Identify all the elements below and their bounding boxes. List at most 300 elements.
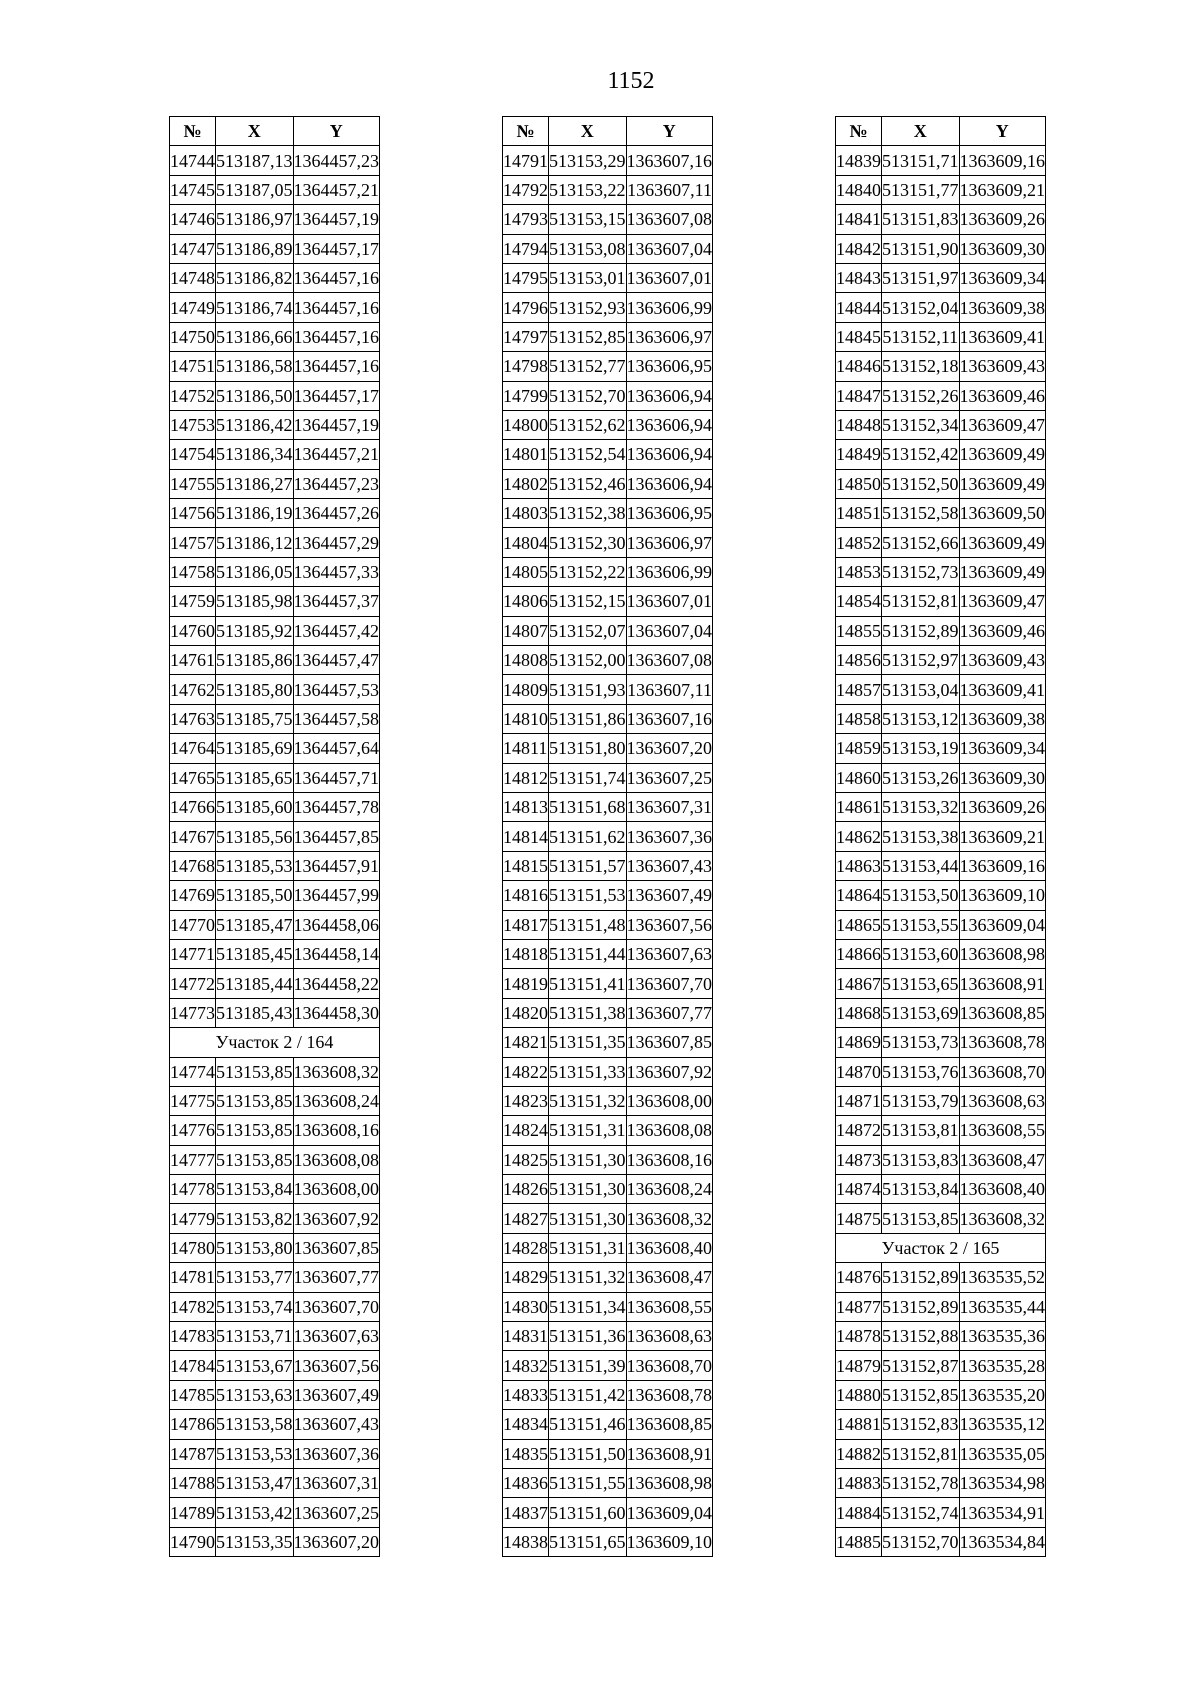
point-number: 14851 [836,499,882,528]
coord-y: 1363608,24 [293,1086,380,1115]
coord-x: 513185,65 [216,763,294,792]
coord-y: 1363609,49 [959,557,1046,586]
coord-x: 513151,44 [549,939,627,968]
coord-y: 1364457,19 [293,410,380,439]
coord-x: 513187,05 [216,175,294,204]
point-number: 14833 [503,1380,549,1409]
point-number: 14872 [836,1116,882,1145]
point-number: 14848 [836,410,882,439]
coord-y: 1363608,55 [959,1116,1046,1145]
coord-x: 513152,30 [549,528,627,557]
table-row [836,851,1046,880]
coord-x: 513151,41 [549,969,627,998]
table-row [836,322,1046,351]
coord-x: 513153,63 [216,1380,294,1409]
coord-y: 1364457,17 [293,381,380,410]
coord-x: 513153,84 [882,1175,960,1204]
coordinate-table [169,116,380,1557]
point-number: 14747 [170,234,216,263]
table-row [170,293,380,322]
coord-y: 1363609,16 [959,851,1046,880]
table-row [836,998,1046,1027]
coord-y: 1363609,10 [959,881,1046,910]
point-number: 14838 [503,1527,549,1556]
point-number: 14852 [836,528,882,557]
coord-y: 1363609,47 [959,410,1046,439]
coord-y: 1363609,04 [626,1498,713,1527]
coord-y: 1363607,77 [626,998,713,1027]
coord-y: 1364457,16 [293,322,380,351]
point-number: 14755 [170,469,216,498]
point-number: 14771 [170,939,216,968]
table-row [170,1086,380,1115]
coord-x: 513186,97 [216,205,294,234]
coord-y: 1364457,21 [293,440,380,469]
coord-y: 1363606,94 [626,410,713,439]
table-row [836,675,1046,704]
page-number: 1152 [607,68,655,94]
coord-y: 1363607,92 [626,1057,713,1086]
point-number: 14803 [503,499,549,528]
coord-y: 1363534,84 [959,1527,1046,1556]
coord-x: 513153,47 [216,1468,294,1497]
point-number: 14845 [836,322,882,351]
table-row [503,881,713,910]
table-row [836,1527,1046,1556]
coord-y: 1363607,36 [293,1439,380,1468]
table-row [503,469,713,498]
point-number: 14745 [170,175,216,204]
coord-x: 513153,53 [216,1439,294,1468]
point-number: 14878 [836,1322,882,1351]
point-number: 14794 [503,234,549,263]
header-y: Y [293,117,380,146]
coord-x: 513186,58 [216,352,294,381]
coord-y: 1364457,58 [293,704,380,733]
coord-y: 1364458,30 [293,998,380,1027]
table-row [170,175,380,204]
coord-x: 513153,26 [882,763,960,792]
table-row [503,1233,713,1262]
coord-y: 1363609,38 [959,704,1046,733]
coord-x: 513151,57 [549,851,627,880]
point-number: 14828 [503,1233,549,1262]
point-number: 14781 [170,1263,216,1292]
point-number: 14749 [170,293,216,322]
coord-y: 1363607,63 [293,1322,380,1351]
table-row [503,763,713,792]
table-row [170,263,380,292]
coord-y: 1363535,12 [959,1410,1046,1439]
coord-x: 513152,83 [882,1410,960,1439]
point-number: 14809 [503,675,549,704]
table-row [170,1439,380,1468]
coord-y: 1363608,63 [626,1322,713,1351]
table-row [170,998,380,1027]
coord-x: 513186,89 [216,234,294,263]
coord-y: 1364457,17 [293,234,380,263]
coord-y: 1363606,95 [626,499,713,528]
table-row [836,1175,1046,1204]
coord-x: 513186,42 [216,410,294,439]
table-row [836,792,1046,821]
point-number: 14805 [503,557,549,586]
point-number: 14810 [503,704,549,733]
table-row [170,792,380,821]
table-row [836,646,1046,675]
coord-x: 513151,31 [549,1233,627,1262]
point-number: 14829 [503,1263,549,1292]
table-row [503,587,713,616]
point-number: 14834 [503,1410,549,1439]
point-number: 14766 [170,792,216,821]
coord-y: 1363608,70 [959,1057,1046,1086]
coord-y: 1363608,55 [626,1292,713,1321]
point-number: 14842 [836,234,882,263]
table-row [836,175,1046,204]
point-number: 14841 [836,205,882,234]
coord-x: 513153,85 [216,1145,294,1174]
point-number: 14819 [503,969,549,998]
coord-y: 1363607,08 [626,205,713,234]
table-row [170,440,380,469]
table-row [503,1175,713,1204]
point-number: 14821 [503,1028,549,1057]
point-number: 14767 [170,822,216,851]
coord-y: 1363607,56 [293,1351,380,1380]
table-row [503,146,713,175]
coord-x: 513151,30 [549,1204,627,1233]
point-number: 14763 [170,704,216,733]
table-row [503,1028,713,1057]
coord-y: 1364457,26 [293,499,380,528]
coord-x: 513153,58 [216,1410,294,1439]
table-row [836,910,1046,939]
point-number: 14786 [170,1410,216,1439]
header-x: X [216,117,294,146]
table-row [836,1057,1046,1086]
coord-x: 513151,83 [882,205,960,234]
point-number: 14756 [170,499,216,528]
coord-y: 1363609,34 [959,263,1046,292]
coord-y: 1364457,53 [293,675,380,704]
point-number: 14785 [170,1380,216,1409]
table-row [170,410,380,439]
coord-y: 1363608,91 [959,969,1046,998]
coord-x: 513151,38 [549,998,627,1027]
point-number: 14799 [503,381,549,410]
coord-x: 513152,66 [882,528,960,557]
point-number: 14823 [503,1086,549,1115]
point-number: 14806 [503,587,549,616]
table-row [170,528,380,557]
coord-x: 513153,29 [549,146,627,175]
table-row [503,205,713,234]
table-row [170,1116,380,1145]
coord-x: 513153,60 [882,939,960,968]
coord-x: 513152,22 [549,557,627,586]
point-number: 14774 [170,1057,216,1086]
point-number: 14816 [503,881,549,910]
coord-y: 1363607,43 [626,851,713,880]
point-number: 14885 [836,1527,882,1556]
table-row [836,1468,1046,1497]
coord-y: 1363606,99 [626,557,713,586]
coord-y: 1363606,97 [626,528,713,557]
coord-x: 513152,38 [549,499,627,528]
coord-x: 513153,80 [216,1233,294,1262]
point-number: 14765 [170,763,216,792]
point-number: 14839 [836,146,882,175]
coord-x: 513186,05 [216,557,294,586]
coord-y: 1363609,41 [959,675,1046,704]
coord-y: 1363609,49 [959,528,1046,557]
table-row [503,1145,713,1174]
coord-y: 1363607,20 [626,734,713,763]
coord-x: 513152,70 [549,381,627,410]
coord-x: 513151,62 [549,822,627,851]
table-row [836,587,1046,616]
coord-x: 513153,32 [882,792,960,821]
table-row [836,557,1046,586]
coord-y: 1364457,85 [293,822,380,851]
table-row [503,1498,713,1527]
point-number: 14757 [170,528,216,557]
coord-x: 513185,43 [216,998,294,1027]
point-number: 14778 [170,1175,216,1204]
point-number: 14846 [836,352,882,381]
coord-y: 1363608,85 [626,1410,713,1439]
table-row [170,704,380,733]
point-number: 14773 [170,998,216,1027]
point-number: 14793 [503,205,549,234]
table-row [170,1263,380,1292]
coord-x: 513152,26 [882,381,960,410]
table-row [503,910,713,939]
point-number: 14808 [503,646,549,675]
table-row [503,410,713,439]
table-row [503,381,713,410]
coord-x: 513151,77 [882,175,960,204]
coord-x: 513153,67 [216,1351,294,1380]
coord-y: 1363607,49 [293,1380,380,1409]
coord-x: 513152,54 [549,440,627,469]
table-row [170,675,380,704]
table-row [170,322,380,351]
table-row [836,969,1046,998]
point-number: 14761 [170,646,216,675]
coord-y: 1364457,99 [293,881,380,910]
coord-x: 513186,82 [216,263,294,292]
table-row [503,322,713,351]
table-row [503,822,713,851]
table-row [170,1233,380,1262]
point-number: 14825 [503,1145,549,1174]
coord-y: 1363608,78 [626,1380,713,1409]
coord-x: 513151,86 [549,704,627,733]
table-row [170,499,380,528]
coord-x: 513151,93 [549,675,627,704]
table-row [836,469,1046,498]
table-row [836,1145,1046,1174]
point-number: 14782 [170,1292,216,1321]
point-number: 14882 [836,1439,882,1468]
coordinate-table [502,116,713,1557]
coord-y: 1363607,04 [626,234,713,263]
coord-x: 513152,18 [882,352,960,381]
point-number: 14783 [170,1322,216,1351]
table-row [170,469,380,498]
table-row [503,1380,713,1409]
coordinate-table [835,116,1046,1557]
header-number: № [503,117,549,146]
point-number: 14874 [836,1175,882,1204]
point-number: 14827 [503,1204,549,1233]
coord-y: 1363607,01 [626,587,713,616]
table-row [170,1380,380,1409]
table-row [170,734,380,763]
coord-y: 1363535,28 [959,1351,1046,1380]
point-number: 14864 [836,881,882,910]
coord-y: 1363609,49 [959,440,1046,469]
coord-x: 513153,04 [882,675,960,704]
coord-y: 1363607,56 [626,910,713,939]
point-number: 14760 [170,616,216,645]
point-number: 14758 [170,557,216,586]
coord-x: 513151,80 [549,734,627,763]
point-number: 14862 [836,822,882,851]
coord-x: 513152,58 [882,499,960,528]
table-row [503,851,713,880]
coord-y: 1363609,21 [959,822,1046,851]
point-number: 14788 [170,1468,216,1497]
coord-y: 1363608,08 [626,1116,713,1145]
coord-x: 513185,44 [216,969,294,998]
coord-y: 1363609,43 [959,646,1046,675]
coord-y: 1363607,31 [293,1468,380,1497]
table-row [503,969,713,998]
table-row [836,381,1046,410]
table-row [170,763,380,792]
point-number: 14813 [503,792,549,821]
coord-x: 513152,81 [882,1439,960,1468]
coord-x: 513153,19 [882,734,960,763]
table-row [503,998,713,1027]
table-row [836,704,1046,733]
coord-y: 1364457,19 [293,205,380,234]
coord-x: 513186,19 [216,499,294,528]
coord-y: 1363609,46 [959,616,1046,645]
coord-y: 1363608,16 [293,1116,380,1145]
coord-x: 513153,65 [882,969,960,998]
table-row [836,263,1046,292]
coord-y: 1363606,97 [626,322,713,351]
coord-y: 1363607,77 [293,1263,380,1292]
point-number: 14879 [836,1351,882,1380]
table-row [503,939,713,968]
coord-y: 1363608,91 [626,1439,713,1468]
point-number: 14748 [170,263,216,292]
table-row [836,1322,1046,1351]
table-row [170,1057,380,1086]
point-number: 14797 [503,322,549,351]
point-number: 14820 [503,998,549,1027]
coord-y: 1363609,47 [959,587,1046,616]
coord-x: 513152,07 [549,616,627,645]
coord-x: 513185,92 [216,616,294,645]
header-y: Y [959,117,1046,146]
point-number: 14791 [503,146,549,175]
coord-y: 1364457,47 [293,646,380,675]
table-row [503,352,713,381]
header-y: Y [626,117,713,146]
table-row [170,851,380,880]
coord-x: 513152,73 [882,557,960,586]
table-row [836,1116,1046,1145]
table-row [836,146,1046,175]
coord-x: 513151,42 [549,1380,627,1409]
point-number: 14867 [836,969,882,998]
point-number: 14869 [836,1028,882,1057]
table-row [836,1292,1046,1321]
coord-y: 1363534,98 [959,1468,1046,1497]
point-number: 14807 [503,616,549,645]
coord-x: 513185,98 [216,587,294,616]
table-row [503,234,713,263]
coord-x: 513152,46 [549,469,627,498]
coord-y: 1363606,94 [626,440,713,469]
point-number: 14759 [170,587,216,616]
section-row [836,1233,1046,1262]
point-number: 14884 [836,1498,882,1527]
point-number: 14814 [503,822,549,851]
coord-x: 513185,47 [216,910,294,939]
coord-x: 513153,42 [216,1498,294,1527]
table-row [836,1380,1046,1409]
table-row [836,234,1046,263]
point-number: 14866 [836,939,882,968]
coord-x: 513185,86 [216,646,294,675]
table-row [503,616,713,645]
coord-x: 513153,76 [882,1057,960,1086]
point-number: 14764 [170,734,216,763]
coord-y: 1363609,26 [959,792,1046,821]
coord-y: 1364457,33 [293,557,380,586]
coord-x: 513185,45 [216,939,294,968]
point-number: 14792 [503,175,549,204]
coord-x: 513151,32 [549,1086,627,1115]
coord-x: 513152,50 [882,469,960,498]
point-number: 14777 [170,1145,216,1174]
coord-x: 513152,11 [882,322,960,351]
coord-x: 513185,53 [216,851,294,880]
point-number: 14853 [836,557,882,586]
coord-y: 1363607,01 [626,263,713,292]
table-row [836,1086,1046,1115]
coord-y: 1363608,40 [959,1175,1046,1204]
point-number: 14815 [503,851,549,880]
coord-y: 1363607,49 [626,881,713,910]
point-number: 14876 [836,1263,882,1292]
point-number: 14751 [170,352,216,381]
coord-y: 1364457,23 [293,469,380,498]
table-row [836,822,1046,851]
coord-y: 1363609,21 [959,175,1046,204]
coord-y: 1363609,41 [959,322,1046,351]
coord-x: 513153,55 [882,910,960,939]
point-number: 14883 [836,1468,882,1497]
coord-x: 513151,30 [549,1175,627,1204]
